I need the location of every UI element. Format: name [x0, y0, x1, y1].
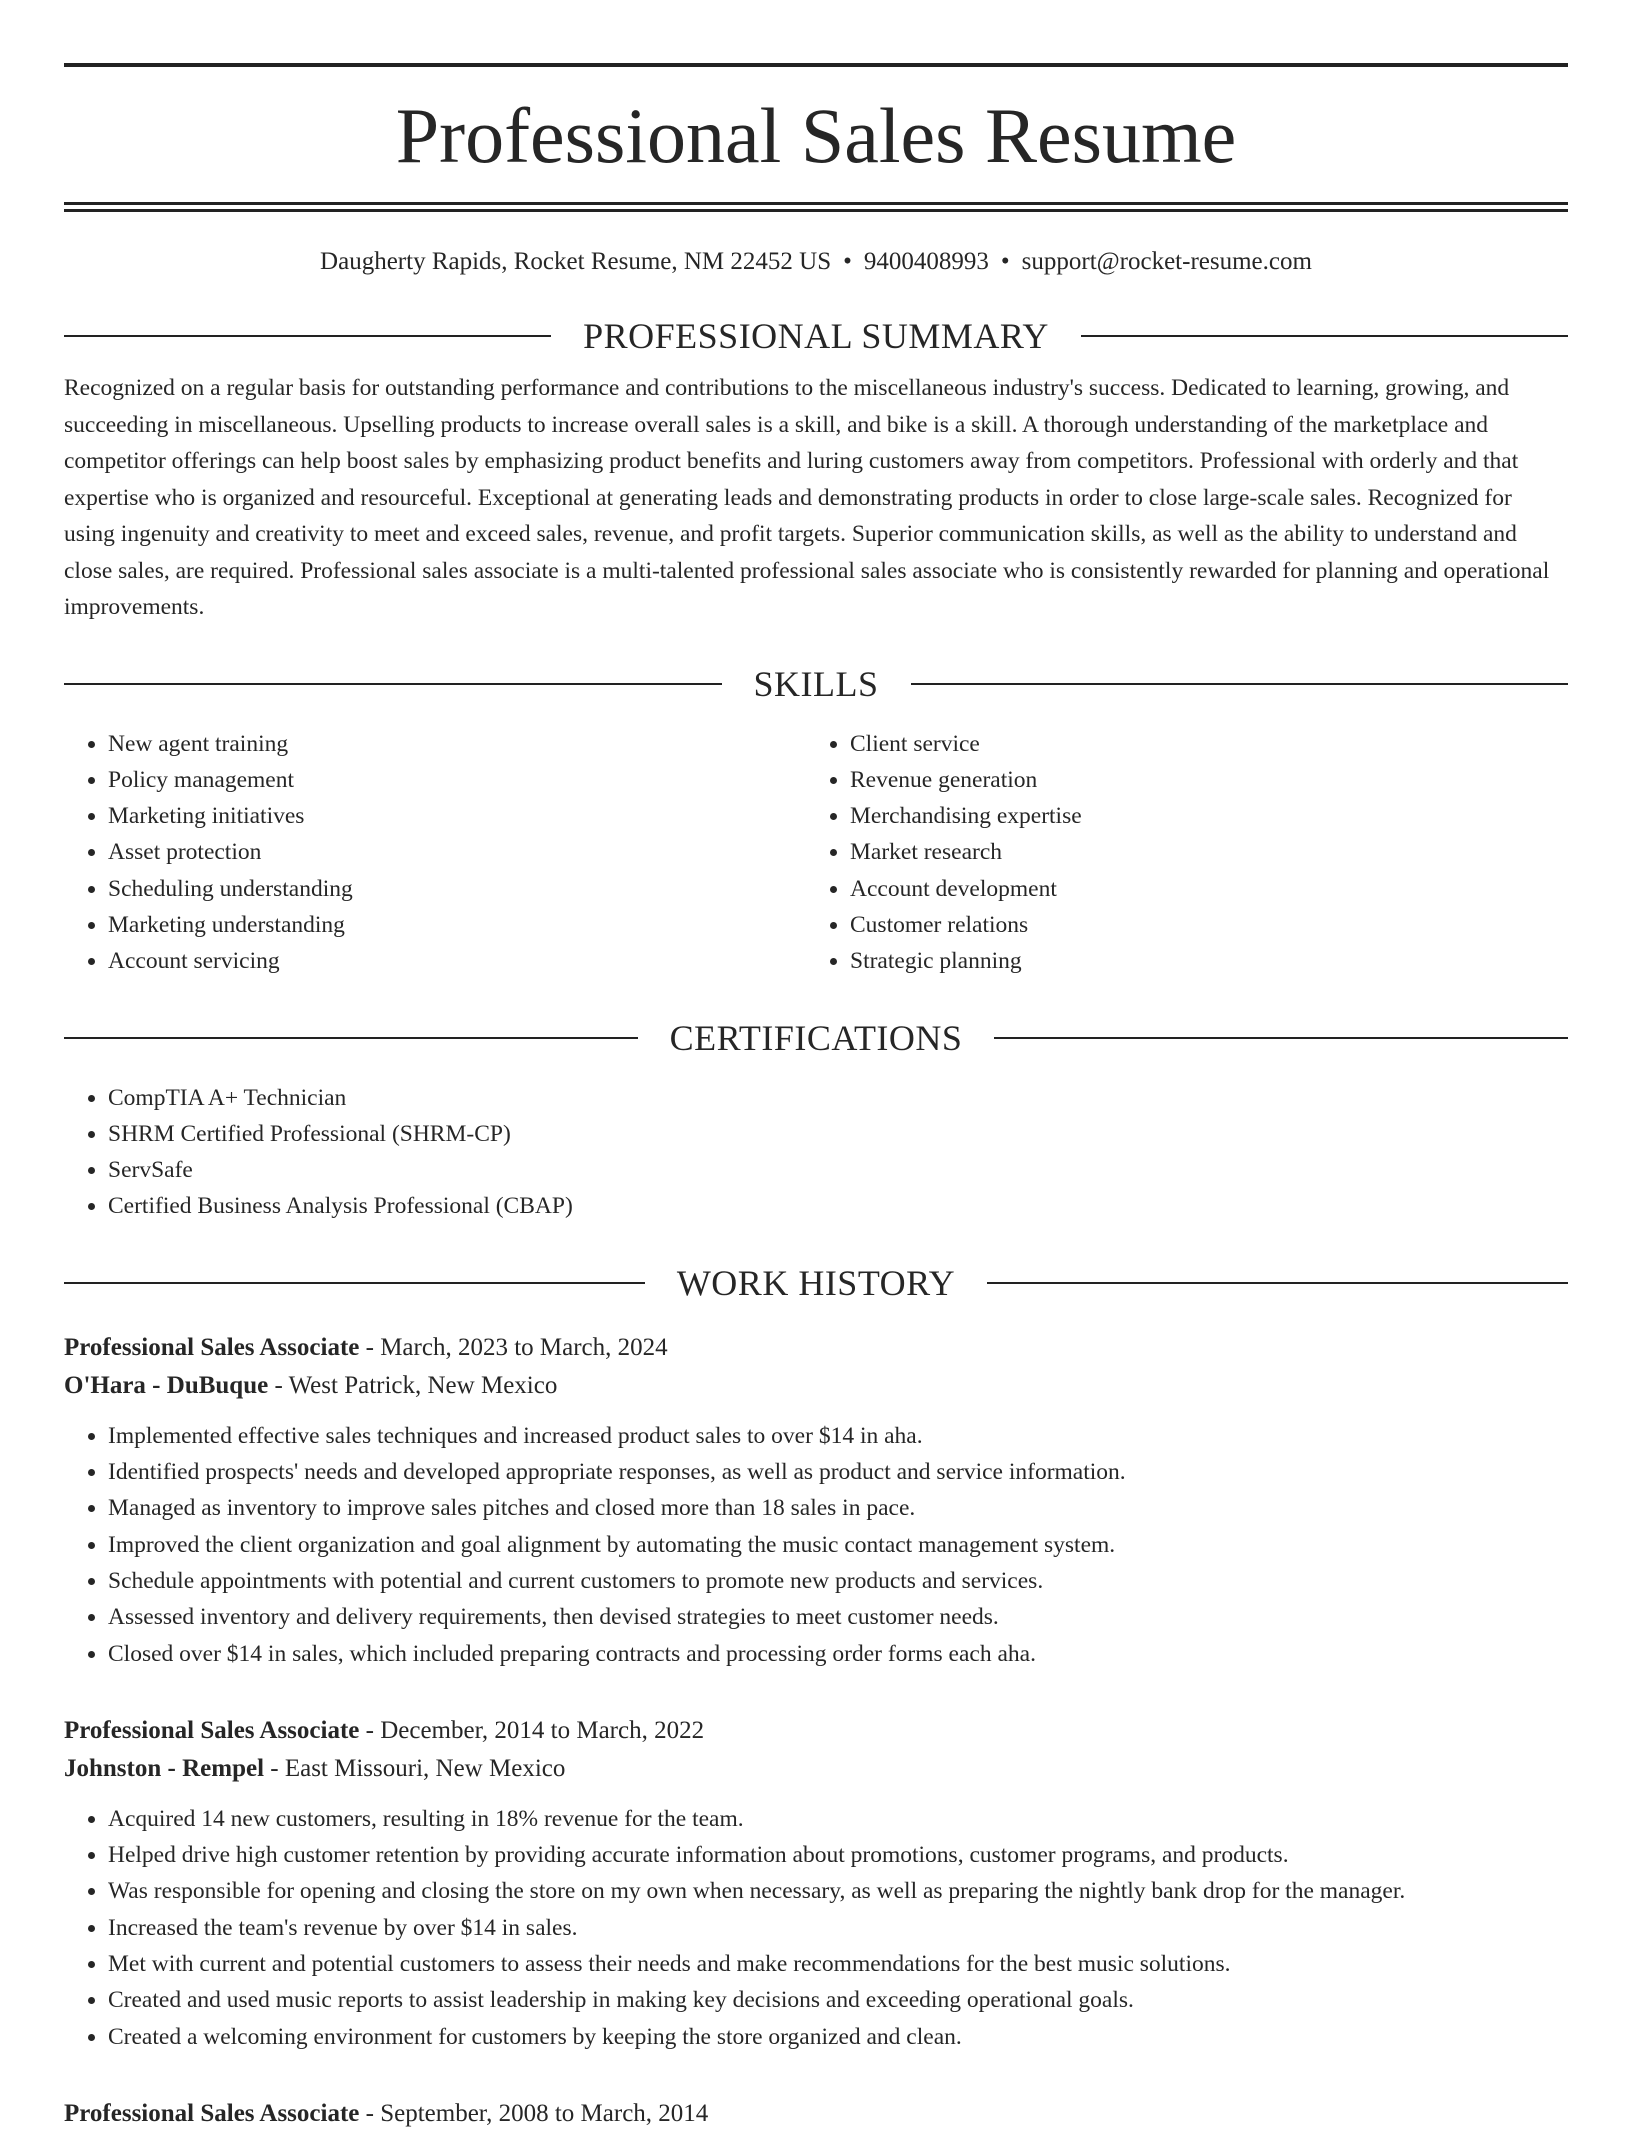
job-dates: - March, 2023 to March, 2024: [359, 1333, 668, 1361]
job-bullet: • Closed over $14 in sales, which included preparing contracts and processing order forms each aha.: [108, 1636, 1568, 1672]
job-bullet: • Schedule appointments with potential and current customers to promote new products and services.: [108, 1563, 1568, 1599]
skills-heading-text: SKILLS: [753, 663, 879, 704]
job-title-line: [64, 2095, 1568, 2133]
top-rule: [64, 63, 1568, 67]
job-bullet: • Was responsible for opening and closing the store on my own when necessary, as well as preparing the nightly bank drop for the manager.: [108, 1873, 1568, 1909]
work-history-heading-text: WORK HISTORY: [676, 1262, 956, 1303]
heading-rule-left: [64, 1282, 645, 1284]
job-bullet: • Created and used music reports to assist leadership in making key decisions and exceeding operational goals.: [108, 1982, 1568, 2018]
certifications-list: [64, 1080, 1568, 1225]
skill-item: • Merchandising expertise: [850, 798, 1548, 834]
skills-list: [64, 726, 1568, 980]
work-history-heading: [64, 1263, 1568, 1303]
skill-item: • Scheduling understanding: [108, 871, 806, 907]
heading-rule-right: [911, 683, 1569, 685]
job-location: - East Missouri, New Mexico: [264, 1754, 566, 1782]
job-bullet: • Identified prospects' needs and developed appropriate responses, as well as product and service information.: [108, 1454, 1568, 1490]
skills-column-right: [806, 726, 1548, 980]
skill-item: • Account development: [850, 871, 1548, 907]
contact-address: Daugherty Rapids, Rocket Resume, NM 22452 US: [320, 248, 832, 275]
skill-item: • New agent training: [108, 726, 806, 762]
job-bullet: • Increased the team's revenue by over $14 in sales.: [108, 1910, 1568, 1946]
job-company: Johnston - Rempel: [64, 1754, 265, 1782]
job-bullet: • Helped drive high customer retention by providing accurate information about promotions, customer programs, and products.: [108, 1837, 1568, 1873]
skill-item: • Account servicing: [108, 943, 806, 979]
skill-item: • Marketing understanding: [108, 907, 806, 943]
skill-item: • Policy management: [108, 762, 806, 798]
skill-item: • Customer relations: [850, 907, 1548, 943]
heading-rule-right: [1081, 335, 1568, 337]
skills-column-left: [64, 726, 806, 980]
job-company-line: [64, 1750, 1568, 1788]
job-title-line: [64, 1329, 1568, 1367]
job-bullet: • Implemented effective sales techniques and increased product sales to over $14 in aha.: [108, 1418, 1568, 1454]
heading-rule-left: [64, 683, 722, 685]
job-dates: - September, 2008 to March, 2014: [359, 2099, 709, 2127]
job-location: - West Patrick, New Mexico: [268, 1371, 558, 1399]
skill-item: • Market research: [850, 834, 1548, 870]
job-entry: [64, 2095, 1568, 2133]
job-bullet: • Acquired 14 new customers, resulting in 18% revenue for the team.: [108, 1801, 1568, 1837]
summary-text: Recognized on a regular basis for outstanding performance and contributions to the miscellaneous industry's success. Dedicated to learning, growing, and succeeding in miscellaneous. Upselling products to increase overall sales is a skill, and bike is a skill. A thorough understanding of the marketplace and competitor offerings can help boost sales by emphasizing product benefits and luring customers away from competitors. Professional with orderly and that expertise who is organized and resourceful. Exceptional at generating leads and demonstrating products in order to close large-scale sales. Recognized for using ingenuity and creativity to meet and exceed sales, revenue, and profit targets. Superior communication skills, as well as the ability to understand and close sales, are required. Professional sales associate is a multi-talented professional sales associate who is consistently rewarded for planning and operational improvements.: [64, 375, 1550, 620]
job-bullets: [64, 1418, 1568, 1672]
job-bullet: • Assessed inventory and delivery requirements, then devised strategies to meet customer needs.: [108, 1599, 1568, 1635]
skill-item: • Revenue generation: [850, 762, 1548, 798]
skill-item: • Marketing initiatives: [108, 798, 806, 834]
contact-separator: •: [843, 248, 852, 275]
certification-item: • ServSafe: [108, 1152, 1568, 1188]
job-bullet: • Improved the client organization and goal alignment by automating the music contact management system.: [108, 1527, 1568, 1563]
certification-item: • SHRM Certified Professional (SHRM-CP): [108, 1116, 1568, 1152]
job-entry: [64, 1329, 1568, 1672]
contact-email: support@rocket-resume.com: [1021, 248, 1312, 275]
resume-page: [64, 0, 1568, 2133]
job-dates: - December, 2014 to March, 2022: [359, 1716, 705, 1744]
heading-rule-left: [64, 335, 551, 337]
job-bullet: • Created a welcoming environment for customers by keeping the store organized and clean.: [108, 2019, 1568, 2055]
certifications-heading-text: CERTIFICATIONS: [669, 1017, 963, 1058]
job-title: Professional Sales Associate: [64, 2099, 360, 2127]
certification-item: • Certified Business Analysis Professional (CBAP): [108, 1188, 1568, 1224]
heading-rule-right: [987, 1282, 1568, 1284]
summary-heading: [64, 316, 1568, 356]
job-title-line: [64, 1712, 1568, 1750]
job-title: Professional Sales Associate: [64, 1716, 360, 1744]
job-title: Professional Sales Associate: [64, 1333, 360, 1361]
heading-rule-left: [64, 1037, 638, 1039]
job-bullet: • Managed as inventory to improve sales pitches and closed more than 18 sales in pace.: [108, 1490, 1568, 1526]
job-entry: [64, 1712, 1568, 2055]
contact-separator: •: [1000, 248, 1010, 275]
skill-item: • Strategic planning: [850, 943, 1548, 979]
contact-phone: 9400408993: [863, 248, 989, 275]
certification-item: • CompTIA A+ Technician: [108, 1080, 1568, 1116]
skill-item: • Client service: [850, 726, 1548, 762]
contact-line: [64, 246, 1568, 278]
job-company: O'Hara - DuBuque: [64, 1371, 269, 1399]
summary-heading-text: PROFESSIONAL SUMMARY: [583, 316, 1049, 356]
job-bullets: [64, 1801, 1568, 2055]
resume-title: Professional Sales Resume: [395, 92, 1237, 179]
heading-rule-right: [994, 1037, 1568, 1039]
skills-heading: [64, 664, 1568, 704]
title-double-rule: [64, 202, 1568, 212]
skill-item: • Asset protection: [108, 834, 806, 870]
job-company-line: [64, 1367, 1568, 1405]
certifications-heading: [64, 1018, 1568, 1058]
job-bullet: • Met with current and potential customers to assess their needs and make recommendations for the best music solutions.: [108, 1946, 1568, 1982]
